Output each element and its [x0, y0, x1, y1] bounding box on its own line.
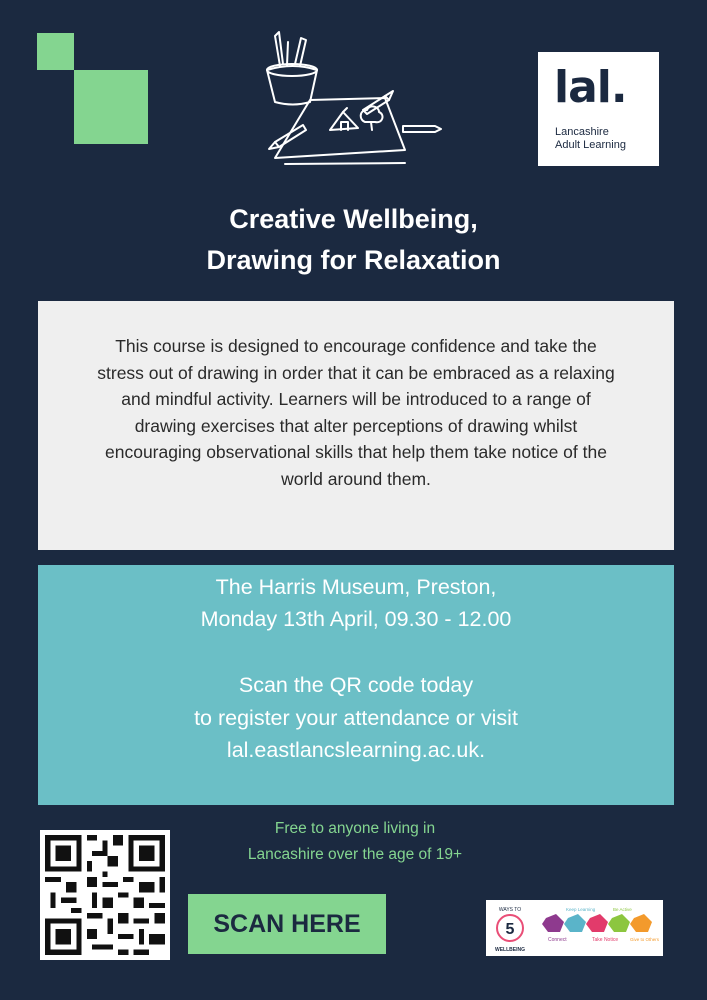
- logo-subtitle-line-1: Lancashire: [555, 126, 609, 138]
- description-line: and mindful activity. Learners will be introduced to a range of: [121, 389, 591, 409]
- eligibility-line-2: Lancashire over the age of 19+: [247, 846, 463, 863]
- page-title-line-1: Creative Wellbeing,: [229, 204, 478, 234]
- take-notice-icon: [586, 914, 608, 932]
- drawing-illustration-icon: [255, 30, 455, 165]
- wellbeing-header-bottom: WELLBEING: [495, 947, 525, 953]
- event-venue: The Harris Museum, Preston,: [215, 575, 497, 599]
- eligibility-line-1: Free to anyone living in: [274, 820, 436, 837]
- event-website[interactable]: lal.eastlancslearning.ac.uk.: [226, 738, 486, 762]
- event-info-panel: [38, 565, 674, 805]
- wellbeing-item-be-active: Be Active: [613, 907, 632, 912]
- description-line: world around them.: [281, 468, 431, 489]
- be-active-icon: [608, 914, 630, 932]
- wellbeing-item-take-notice: Take Notice: [592, 937, 619, 943]
- decorative-square-small: [37, 33, 74, 70]
- five-ways-wellbeing-badge: [486, 900, 663, 956]
- course-description-panel: [38, 301, 674, 550]
- page-title-line-2: Drawing for Relaxation: [206, 245, 501, 275]
- wellbeing-item-give-to-others: Give to Others: [630, 937, 660, 942]
- give-to-others-icon: [630, 914, 652, 932]
- lal-logo: [538, 52, 659, 166]
- wellbeing-item-keep-learning: Keep Learning: [566, 907, 596, 912]
- wellbeing-graphic-icon: [486, 900, 663, 956]
- event-datetime: Monday 13th April, 09.30 - 12.00: [200, 607, 512, 631]
- logo-subtitle-line-2: Adult Learning: [555, 139, 626, 151]
- event-cta-line-1: Scan the QR code today: [238, 673, 474, 697]
- wellbeing-number: 5: [505, 921, 515, 938]
- decorative-square-large: [74, 70, 148, 144]
- wellbeing-header-top: WAYS TO: [498, 907, 522, 913]
- event-cta-line-2: to register your attendance or visit: [194, 706, 518, 730]
- description-line: drawing exercises that alter perceptions of drawing whilst: [134, 415, 578, 436]
- description-line: stress out of drawing in order that it can be embraced as a relaxing: [97, 362, 615, 383]
- qr-code-icon[interactable]: [40, 830, 170, 960]
- description-line: encouraging observational skills that help them take notice of the: [105, 442, 607, 462]
- connect-icon: [542, 914, 564, 932]
- description-line: This course is designed to encourage confidence and take the: [115, 336, 597, 356]
- logo-subtitle: [555, 126, 626, 152]
- keep-learning-icon: [564, 914, 586, 932]
- scan-here-button[interactable]: SCAN HERE: [188, 894, 386, 954]
- logo-mark: lal.: [554, 62, 627, 113]
- wellbeing-item-connect: Connect: [548, 937, 567, 943]
- course-description: [60, 333, 652, 492]
